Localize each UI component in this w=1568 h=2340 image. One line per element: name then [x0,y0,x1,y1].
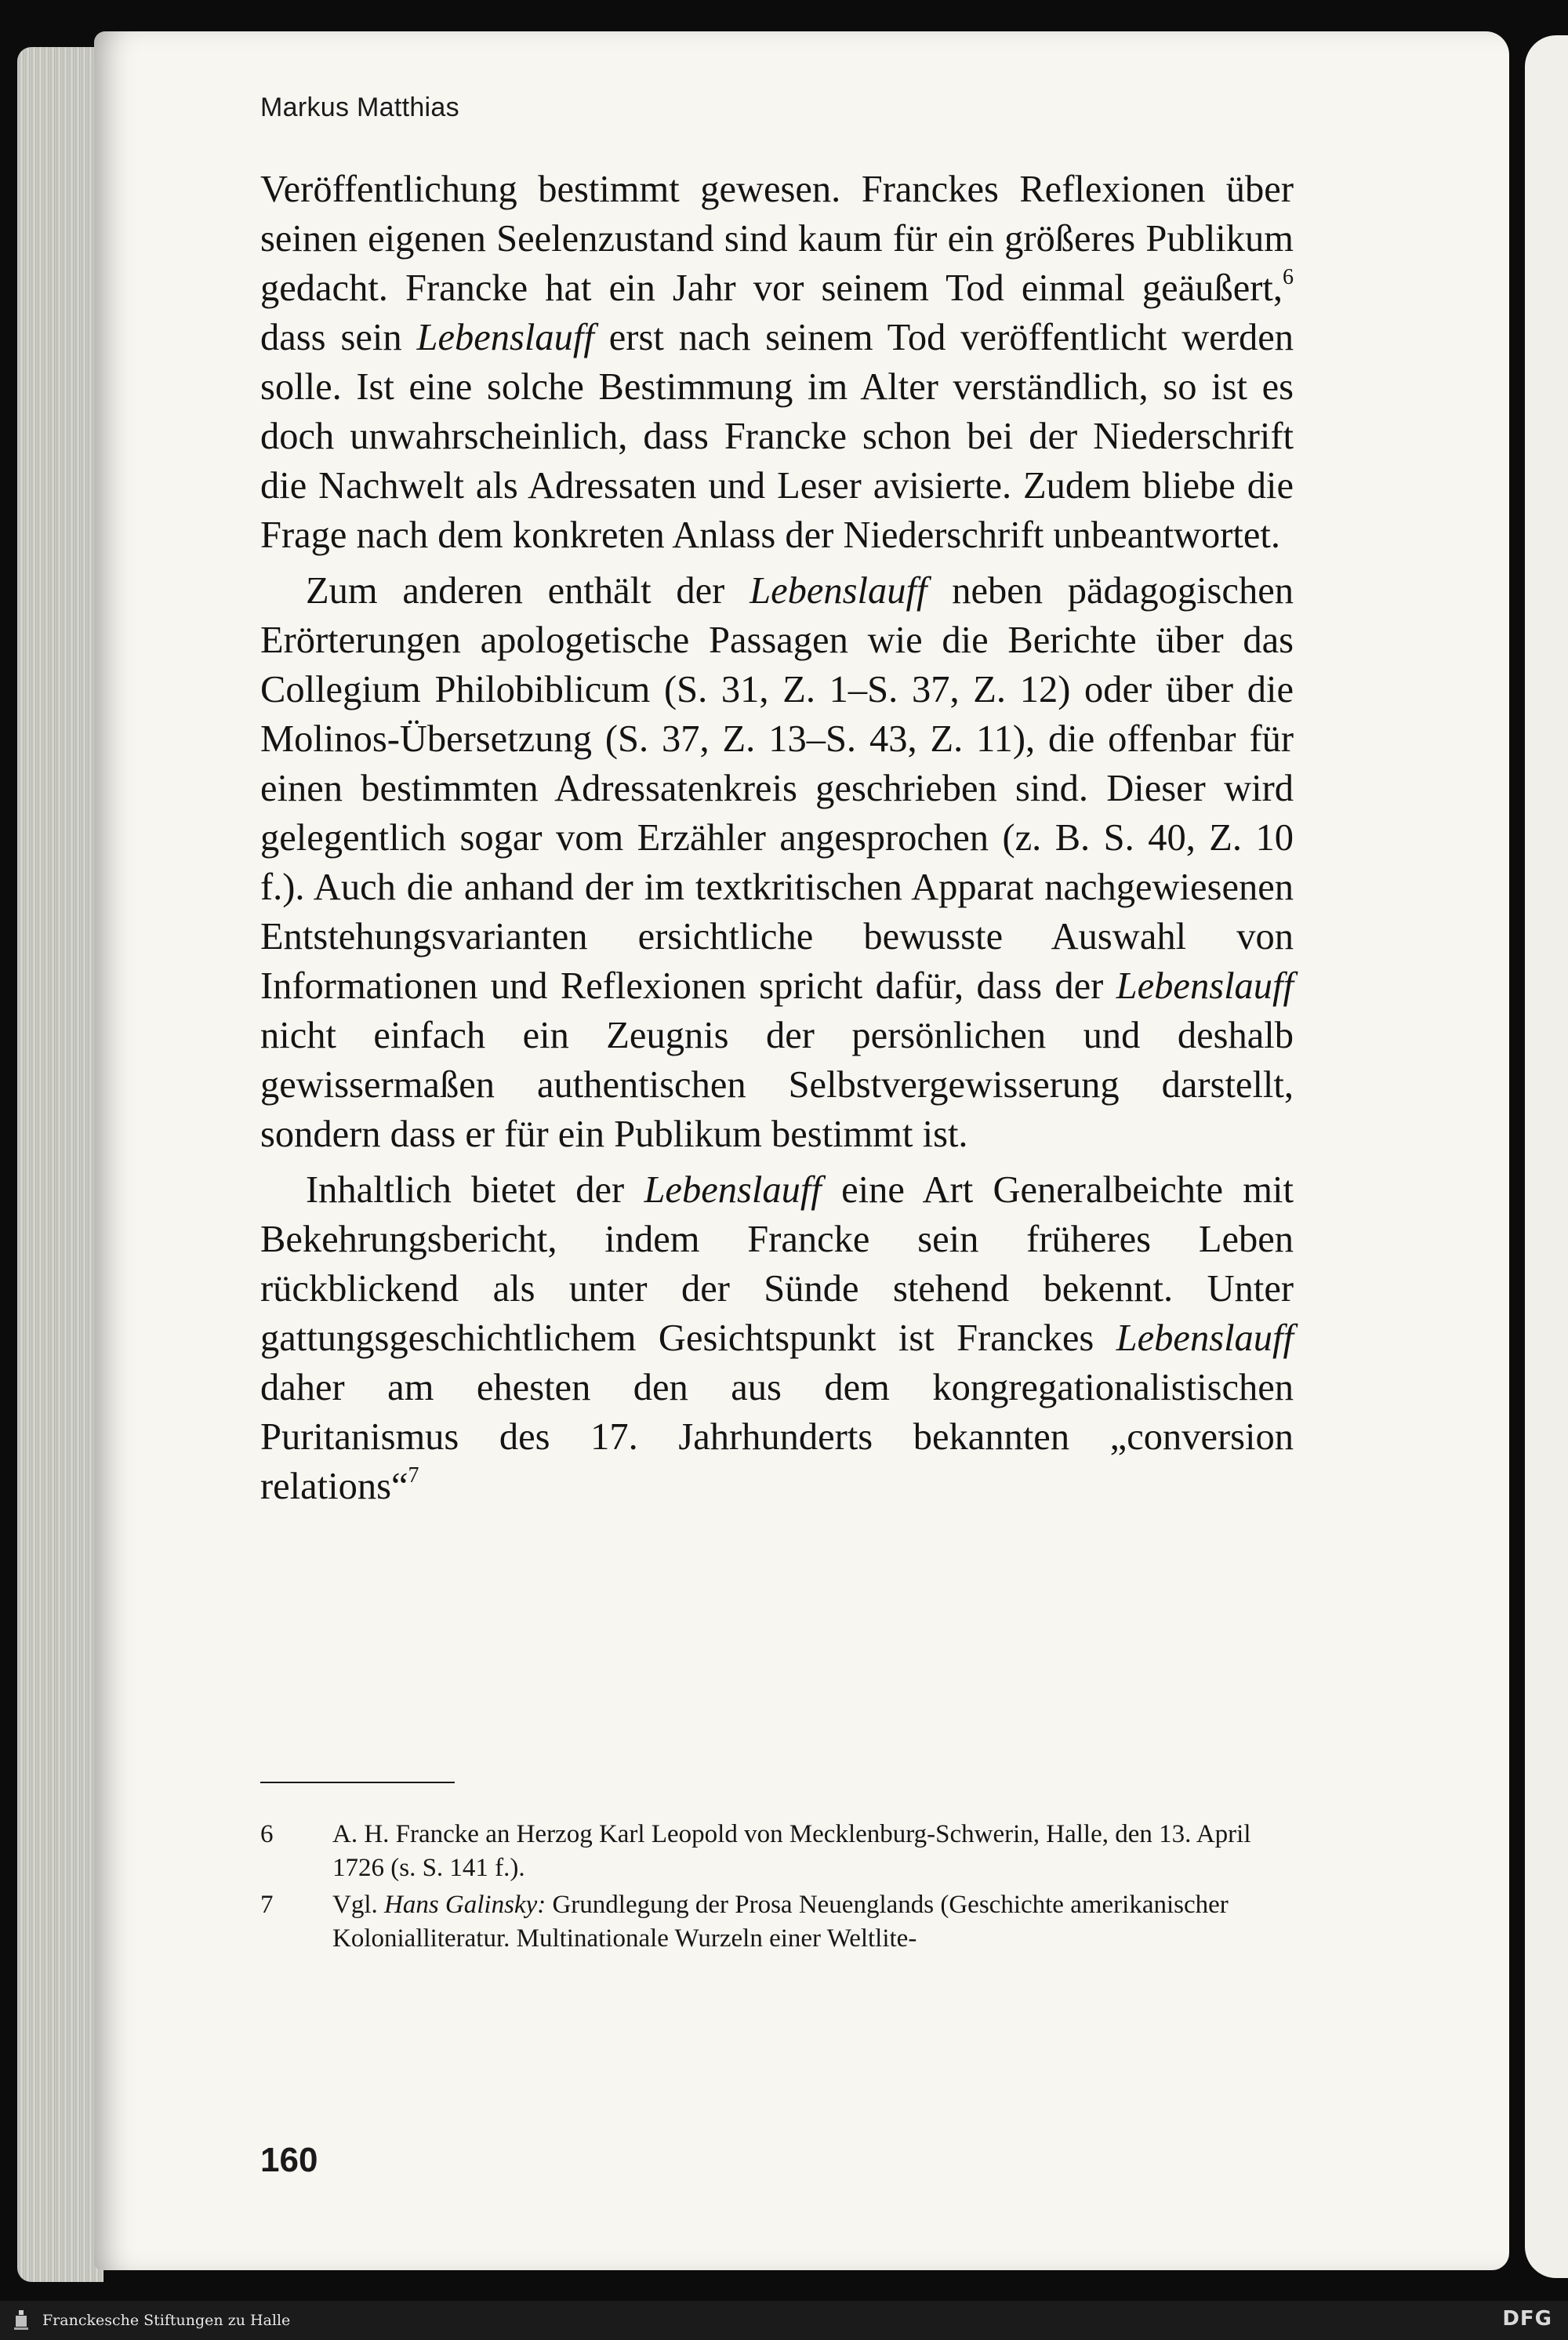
text-run: Vgl. [332,1891,384,1919]
footnote-text [332,1818,1294,1885]
paragraph [260,566,1294,1159]
text-run: Inhaltlich bietet der [306,1169,644,1211]
footnote-text [332,1888,1294,1956]
italic-title: Lebenslauff [1116,1317,1294,1359]
text-run: Zum anderen enthält der [306,570,750,612]
italic-title: Lebenslauff [644,1169,822,1211]
text-run: nicht einfach ein Zeugnis der persönlichen und deshalb gewissermaßen authentischen Selbstvergewisserung darstellt, sondern dass er für ein Publikum bestimmt ist. [260,1015,1294,1155]
footnotes [260,1818,1294,1959]
text-run: erst nach seinem Tod veröffentlicht werden solle. Ist eine solche Bestimmung im Alter verständlich, so ist es doch unwahrscheinlich, dass Francke schon bei der Niederschrift die Nachwelt als Adressaten und Leser avisierte. Zudem bliebe die Frage nach dem konkreten Anlass der Niederschrift unbeantwortet. [260,317,1294,556]
footnote-reference: 6 [1283,265,1294,289]
footnote-number: 6 [260,1820,274,1848]
text-run: eine Art Generalbeichte mit Bekehrungsbericht, indem Francke sein früheres Leben rückblickend als unter der Sünde stehend bekennt. Unter gattungsgeschichtlichem Gesichtspunkt ist Franckes [260,1169,1294,1359]
running-head: Markus Matthias [260,93,459,122]
footnote-separator [260,1782,455,1783]
footnote [260,1818,1294,1885]
book-page-edges [17,47,103,2282]
viewer-footer [0,2301,1568,2340]
footnote-reference: 7 [408,1463,419,1488]
text-run: Grundlegung der Prosa Neuenglands (Geschichte amerikanischer Kolonialliteratur. Multinationale Wurzeln einer Weltlite- [332,1891,1229,1953]
paragraph [260,1165,1294,1511]
footnote-number: 7 [260,1891,274,1919]
facing-page-edge [1525,35,1568,2278]
institution-name: Franckesche Stiftungen zu Halle [42,2312,291,2329]
italic-title: Lebenslauff [1116,965,1294,1007]
text-run: daher am ehesten den aus dem kongregationalistischen Puritanismus des 17. Jahrhunderts bekannten „conversion relations“ [260,1367,1294,1507]
institution-logo-icon [13,2309,30,2332]
main-text [260,165,1294,1511]
italic-title: Lebenslauff [750,570,927,612]
paragraph [260,165,1294,560]
text-run: neben pädagogischen Erörterungen apologetische Passagen wie die Berichte über das Collegium Philobiblicum (S. 31, Z. 1–S. 37, Z. 12) oder über die Molinos-Übersetzung (S. 37, Z. 13–S. 43, Z. 11), die offenbar für einen bestimmten Adressatenkreis geschrieben sind. Dieser wird gelegentlich sogar vom Erzähler angesprochen (z. B. S. 40, Z. 10 f.). Auch die anhand der im textkritischen Apparat nachgewiesenen Entstehungsvarianten ersichtliche bewusste Auswahl von Informationen und Reflexionen spricht dafür, dass der [260,570,1294,1007]
dfg-logo: DFG [1502,2307,1552,2331]
text-run: Veröffentlichung bestimmt gewesen. Franckes Reflexionen über seinen eigenen Seelenzustand sind kaum für ein größeres Publikum gedacht. Francke hat ein Jahr vor seinem Tod einmal geäußert, [260,169,1294,309]
footnote [260,1888,1294,1956]
italic-title: Hans Galinsky: [384,1891,546,1919]
italic-title: Lebenslauff [416,317,594,358]
text-run: A. H. Francke an Herzog Karl Leopold von Mecklenburg-Schwerin, Halle, den 13. April 1726 (s. S. 141 f.). [332,1820,1251,1882]
page-number: 160 [260,2141,318,2179]
text-run: dass sein [260,317,417,358]
